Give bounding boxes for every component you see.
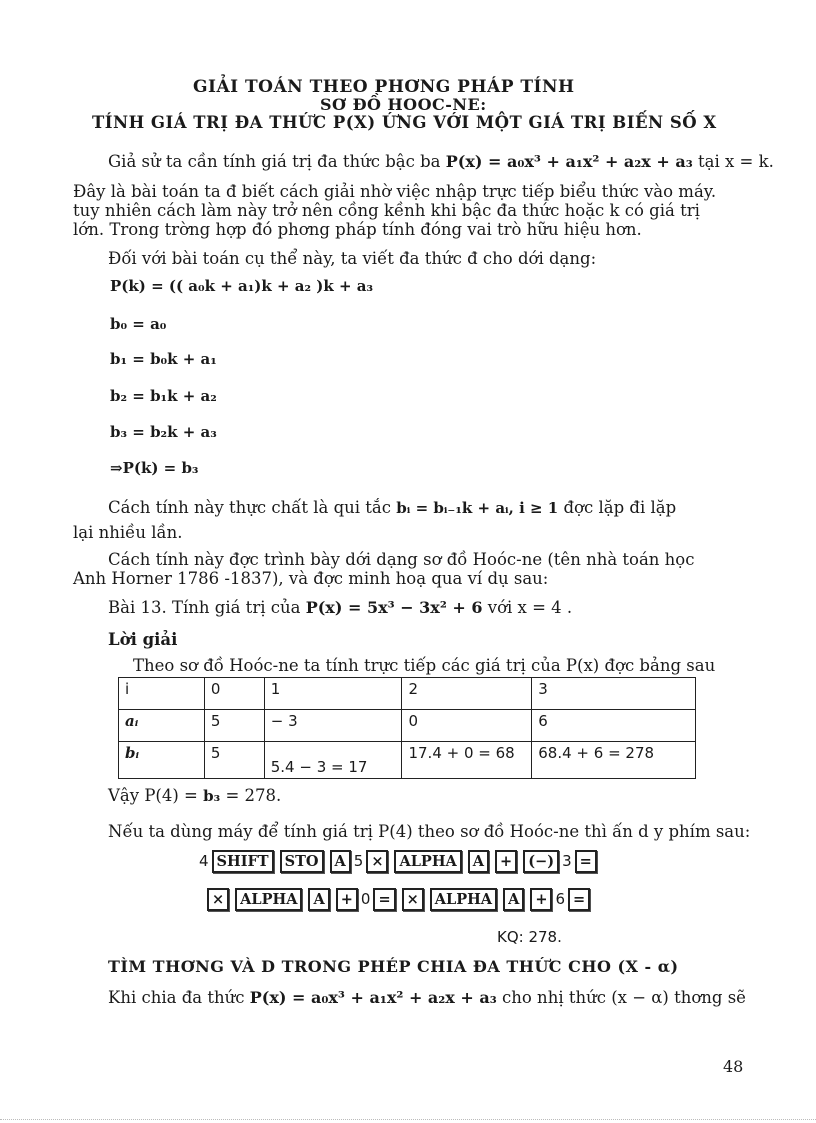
horner-table	[118, 677, 696, 779]
key-digit: 3	[562, 852, 572, 870]
key-alpha: ALPHA	[235, 888, 302, 911]
method-paragraph-2-line-1: Cách tính này đợc trình bày dới dạng sơ đồ Hoóc-ne (tên nhà toán học	[108, 550, 695, 569]
key-alpha: ALPHA	[394, 850, 461, 873]
table-cell: 5	[204, 742, 264, 779]
key-a: A	[503, 888, 524, 911]
key-equals: =	[575, 850, 597, 873]
table-row	[119, 710, 696, 742]
method-paragraph-1	[108, 498, 676, 517]
method-paragraph-2-line-2: Anh Horner 1786 -1837), và đợc minh hoạ qua ví dụ sau:	[73, 569, 549, 588]
key-multiply: ×	[207, 888, 229, 911]
table-cell: − 3	[264, 710, 402, 742]
section-text-before: Khi chia đa thức	[108, 988, 245, 1007]
key-a: A	[330, 850, 351, 873]
table-cell: aᵢ	[119, 710, 205, 742]
result-text-before: Vậy P(4) =	[108, 786, 198, 805]
result-line	[108, 786, 281, 805]
table-row	[119, 742, 696, 779]
page-number: 48	[723, 1057, 744, 1076]
intro-paragraph-2-line-1: Đây là bài toán ta đ biết cách giải nhờ việc nhập trực tiếp biểu thức vào máy.	[73, 182, 717, 201]
key-digit: 0	[360, 890, 371, 908]
recurrence-formula: bᵢ = bᵢ₋₁k + aᵢ, i ≥ 1	[396, 499, 559, 517]
title-line-3: TÍNH GIÁ TRỊ ĐA THỨC P(X) ỨNG VỚI MỘT GIÁ TRỊ BIẾN SỐ X	[92, 113, 717, 132]
key-negative: (−)	[523, 850, 559, 873]
section-polynomial: P(x) = a₀x³ + a₁x² + a₂x + a₃	[249, 988, 497, 1007]
table-cell: 1	[264, 678, 402, 710]
formula-b1: b₁ = b₀k + a₁	[110, 350, 217, 368]
table-cell: 0	[402, 710, 532, 742]
formula-b0: b₀ = a₀	[110, 315, 167, 333]
formula-result: ⇒P(k) = b₃	[110, 459, 199, 477]
table-cell: 5.4 − 3 = 17	[264, 742, 402, 779]
key-digit: 4	[199, 852, 209, 870]
key-shift: SHIFT	[212, 850, 274, 873]
key-multiply: ×	[366, 850, 388, 873]
intro-paragraph-2-line-3: lớn. Trong trờng hợp đó phơng pháp tính đóng vai trò hữu hiệu hơn.	[73, 220, 642, 239]
intro-text-before: Giả sử ta cần tính giá trị đa thức bậc ba	[108, 152, 441, 171]
table-cell: 17.4 + 0 = 68	[402, 742, 532, 779]
key-sto: STO	[280, 850, 324, 873]
key-equals: =	[568, 888, 590, 911]
formula-b2: b₂ = b₁k + a₂	[110, 387, 217, 405]
key-plus: +	[530, 888, 552, 911]
key-multiply: ×	[402, 888, 424, 911]
table-cell: 2	[402, 678, 532, 710]
table-cell: 5	[204, 710, 264, 742]
key-digit: 6	[555, 890, 566, 908]
intro-paragraph-1	[108, 152, 774, 171]
exercise-label: Bài 13.	[108, 598, 167, 617]
key-sequence-row-2	[204, 888, 593, 911]
result-text-after: = 278.	[225, 786, 282, 805]
cubic-polynomial-formula: P(x) = a₀x³ + a₁x² + a₂x + a₃	[445, 152, 693, 171]
key-sequence-row-1	[199, 850, 600, 873]
intro-paragraph-3: Đối với bài toán cụ thể này, ta viết đa thức đ cho dới dạng:	[108, 249, 597, 268]
keys-intro: Nếu ta dùng máy để tính giá trị P(4) theo sơ đồ Hoóc-ne thì ấn d y phím sau:	[108, 822, 751, 841]
table-cell: i	[119, 678, 205, 710]
exercise-text-after: với x = 4 .	[487, 598, 573, 617]
answer: KQ: 278.	[497, 928, 562, 946]
table-intro: Theo sơ đồ Hoóc-ne ta tính trực tiếp các giá trị của P(x) đợc bảng sau	[133, 656, 716, 675]
bottom-dotted-border	[0, 1119, 816, 1120]
solution-label: Lời giải	[108, 630, 178, 649]
intro-text-after: tại x = k.	[698, 152, 774, 171]
table-cell: 68.4 + 6 = 278	[532, 742, 696, 779]
table-cell: 0	[204, 678, 264, 710]
method-text-before: Cách tính này thực chất là qui tắc	[108, 498, 392, 517]
exercise-statement	[108, 598, 572, 617]
table-cell: 3	[532, 678, 696, 710]
table-cell: bᵢ	[119, 742, 205, 779]
intro-paragraph-2-line-2: tuy nhiên cách làm này trở nên cồng kềnh khi bậc đa thức hoặc k có giá trị	[73, 201, 700, 220]
result-b3: b₃	[203, 787, 221, 805]
table-cell: 6	[532, 710, 696, 742]
key-alpha: ALPHA	[430, 888, 497, 911]
key-plus: +	[336, 888, 358, 911]
table-row	[119, 678, 696, 710]
key-digit: 5	[353, 852, 364, 870]
title-line-1: GIẢI TOÁN THEO PHƠNG PHÁP TÍNH	[193, 77, 575, 97]
exercise-text-before: Tính giá trị của	[171, 598, 301, 617]
key-a: A	[308, 888, 329, 911]
title-line-2: SƠ ĐỒ HOOC-NE:	[320, 95, 487, 114]
section-heading: TÌM THƠNG VÀ D TRONG PHÉP CHIA ĐA THỨC CHO (X - α)	[108, 957, 679, 976]
method-paragraph-1-line-2: lại nhiều lần.	[73, 523, 183, 542]
formula-b3: b₃ = b₂k + a₃	[110, 423, 217, 441]
section-text-after: cho nhị thức (x − α) thơng sẽ	[502, 988, 746, 1007]
key-a: A	[468, 850, 489, 873]
formula-nested-form: P(k) = (( a₀k + a₁)k + a₂ )k + a₃	[110, 277, 374, 295]
exercise-polynomial: P(x) = 5x³ − 3x² + 6	[305, 598, 483, 617]
method-text-after: đợc lặp đi lặp	[563, 498, 677, 517]
key-equals: =	[373, 888, 395, 911]
section-paragraph-1	[108, 988, 746, 1007]
key-plus: +	[495, 850, 517, 873]
